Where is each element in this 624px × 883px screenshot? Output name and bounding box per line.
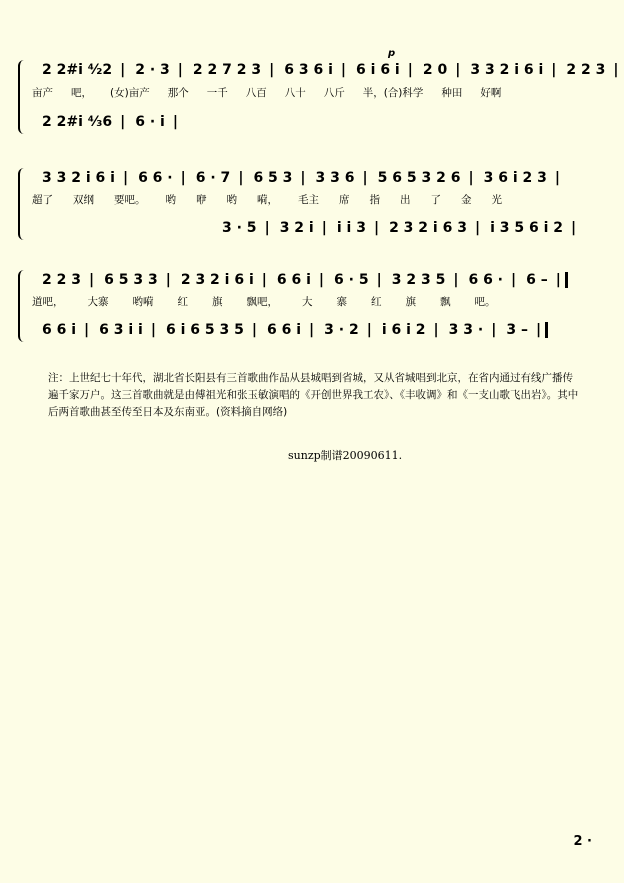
barline: | bbox=[172, 114, 178, 130]
barline: | bbox=[362, 170, 368, 186]
measure: 2 2#i ⁴⁄₂2 bbox=[42, 62, 113, 78]
measure: 6 6 i bbox=[276, 272, 311, 288]
lyric-word: 毛主 bbox=[298, 194, 319, 206]
lyric-word: 那个 bbox=[167, 87, 189, 99]
measure: 6 3 6 i bbox=[284, 62, 333, 78]
lyric-word: 了 bbox=[430, 194, 441, 206]
measure: 3 3 2 i 6 i bbox=[42, 170, 115, 186]
barline: | bbox=[88, 272, 95, 288]
lyric-word: 红 bbox=[177, 296, 188, 308]
final-barline bbox=[565, 272, 568, 288]
barline: | bbox=[269, 62, 275, 78]
barline: | bbox=[433, 322, 439, 338]
lyric-word: 咿 bbox=[196, 194, 207, 206]
measure: 3 – bbox=[506, 322, 528, 338]
lyric-word: 吧， bbox=[71, 87, 92, 99]
barline: | bbox=[122, 170, 129, 186]
barline: | bbox=[468, 170, 474, 186]
final-barline bbox=[545, 322, 548, 338]
page-number: 2 · bbox=[573, 834, 592, 849]
upper-voice-staff bbox=[32, 270, 594, 288]
measure: 5 6 5 3 2 6 bbox=[377, 170, 461, 186]
lyric-word: 寨 bbox=[336, 296, 347, 308]
lyrics-line bbox=[32, 294, 594, 308]
barline: | bbox=[309, 322, 315, 338]
barline: | bbox=[373, 220, 380, 236]
lyric-word: 好啊 bbox=[480, 87, 502, 99]
lyric-word: 席 bbox=[339, 194, 350, 206]
barline: | bbox=[318, 272, 325, 288]
lyrics-line bbox=[32, 85, 594, 99]
barline: | bbox=[491, 322, 497, 338]
measure: 2 3 2 i 6 i bbox=[180, 272, 254, 288]
lyric-word: 旗 bbox=[212, 296, 223, 308]
measure: 3 3 6 bbox=[315, 170, 355, 186]
lyric-word: 光 bbox=[491, 194, 502, 206]
lower-voice-staff bbox=[32, 112, 594, 130]
lower-voice-staff bbox=[32, 320, 594, 338]
barline: | bbox=[238, 170, 244, 186]
barline: | bbox=[84, 322, 90, 338]
lyric-word: 超了 bbox=[32, 194, 53, 206]
barline: | bbox=[120, 114, 126, 130]
measure: 3 3 2 i 6 i bbox=[470, 62, 544, 78]
lyric-word: 出 bbox=[400, 194, 411, 206]
lyric-word: 金 bbox=[461, 194, 472, 206]
lyric-word: 指 bbox=[369, 194, 380, 206]
measure: i i 3 bbox=[336, 220, 366, 236]
barline: | bbox=[455, 62, 461, 78]
barline: | bbox=[264, 220, 270, 236]
lyric-word: 哟嗬 bbox=[132, 296, 154, 308]
system-brace bbox=[18, 168, 25, 240]
measure: 2 2 7 2 3 bbox=[192, 62, 262, 78]
lyric-word: 八百 bbox=[245, 87, 267, 99]
barline: | bbox=[180, 170, 186, 186]
lyric-word: 嗬， bbox=[257, 194, 278, 206]
measure: 6 6 i bbox=[266, 322, 302, 338]
barline: | bbox=[165, 272, 171, 288]
barline: | bbox=[474, 220, 481, 236]
score-system-1 bbox=[18, 48, 619, 132]
barline: | bbox=[177, 62, 183, 78]
measure: 6 6 i bbox=[42, 322, 77, 338]
score-system-3 bbox=[18, 270, 594, 350]
measure: 3 · 5 bbox=[222, 220, 257, 236]
lyric-word: 哟 bbox=[165, 194, 176, 206]
measure: 6 6 · bbox=[468, 272, 504, 288]
barline: | bbox=[251, 322, 257, 338]
measure: 6 i 6 i bbox=[356, 62, 400, 78]
measure: 6 · i bbox=[135, 114, 165, 130]
lyric-word: 亩产 bbox=[32, 87, 53, 99]
measure: 2 2 3 bbox=[566, 62, 606, 78]
measure: 6 · 5 bbox=[334, 272, 369, 288]
measure: i 6 i 2 bbox=[381, 322, 426, 338]
upper-voice-staff bbox=[32, 60, 619, 78]
barline: | bbox=[376, 272, 382, 288]
lyric-word: 大寨 bbox=[87, 296, 109, 308]
lyric-word: 一千 bbox=[206, 87, 228, 99]
lyrics-line bbox=[32, 192, 594, 206]
lyric-word: 飘 bbox=[440, 296, 451, 308]
lyric-word: 哟 bbox=[226, 194, 237, 206]
system-brace bbox=[18, 60, 25, 134]
lyric-word: 吧。 bbox=[474, 296, 496, 308]
barline: | bbox=[340, 62, 347, 78]
barline: | bbox=[551, 62, 557, 78]
lyric-word: (女)亩产 bbox=[110, 87, 150, 99]
measure: 3 2 3 5 bbox=[391, 272, 446, 288]
footnote: 注：上世纪七十年代，湖北省长阳县有三首歌曲作品从县城唱到省城，又从省城唱到北京，在省内通过有线广播传遍千家万户。这三首歌曲就是由傅祖光和张玉敏演唱的《开创世界我工农》、《丰收调》和《一支山歌飞出岩》。其中后两首歌曲甚至传至日本及东南亚。(资料摘自网络) bbox=[48, 372, 579, 418]
measure: 2 · 3 bbox=[135, 62, 170, 78]
lyric-word: 大 bbox=[302, 296, 313, 308]
lyric-word: 双纲 bbox=[73, 194, 94, 206]
barline: | bbox=[150, 322, 156, 338]
barline: | bbox=[321, 220, 327, 236]
measure: 2 3 2 i 6 3 bbox=[389, 220, 467, 236]
measure: 6 3 i i bbox=[99, 322, 143, 338]
measure: 6 i 6 5 3 5 bbox=[165, 322, 244, 338]
measure: 6 6 · bbox=[138, 170, 173, 186]
barline: | bbox=[453, 272, 459, 288]
measure: 2 2#i ⁴⁄₃6 bbox=[42, 114, 113, 130]
measure: i 3 5 6 i 2 bbox=[490, 220, 563, 236]
measure: 2 0 bbox=[422, 62, 448, 78]
score-system-2 bbox=[18, 168, 594, 248]
measure: 3 6 i 2 3 bbox=[483, 170, 547, 186]
barline: | bbox=[120, 62, 126, 78]
lower-voice-staff bbox=[32, 218, 594, 236]
dynamic-mark: p bbox=[388, 48, 396, 59]
barline: | bbox=[407, 62, 413, 78]
barline: | bbox=[535, 322, 542, 338]
measure: 6 · 7 bbox=[195, 170, 231, 186]
barline: | bbox=[300, 170, 306, 186]
transcriber-signature: sunzp制谱20090611. bbox=[288, 449, 403, 462]
lyric-word: 种田 bbox=[441, 87, 463, 99]
barline: | bbox=[366, 322, 372, 338]
measure: 3 · 2 bbox=[324, 322, 359, 338]
lyric-word: 要吧。 bbox=[114, 194, 146, 206]
lyric-word: 飘吧， bbox=[246, 296, 278, 308]
barline: | bbox=[613, 62, 619, 78]
barline: | bbox=[554, 170, 560, 186]
measure: 2 2 3 bbox=[42, 272, 81, 288]
measure: 3 2 i bbox=[279, 220, 314, 236]
lyric-word: 红 bbox=[371, 296, 382, 308]
barline: | bbox=[261, 272, 267, 288]
lyric-word: 八斤 bbox=[323, 87, 345, 99]
measure: 6 5 3 bbox=[253, 170, 293, 186]
lyric-word: 半，(合)科学 bbox=[362, 87, 424, 99]
barline: | bbox=[511, 272, 517, 288]
barline: | bbox=[571, 220, 577, 236]
measure: 6 – bbox=[526, 272, 548, 288]
lyric-word: 道吧， bbox=[32, 296, 64, 308]
lyric-word: 旗 bbox=[405, 296, 416, 308]
barline: | bbox=[555, 272, 561, 288]
system-brace bbox=[18, 270, 25, 342]
lyric-word: 八十 bbox=[284, 87, 306, 99]
measure: 3 3 · bbox=[448, 322, 484, 338]
upper-voice-staff bbox=[32, 168, 594, 186]
measure: 6 5 3 3 bbox=[104, 272, 158, 288]
